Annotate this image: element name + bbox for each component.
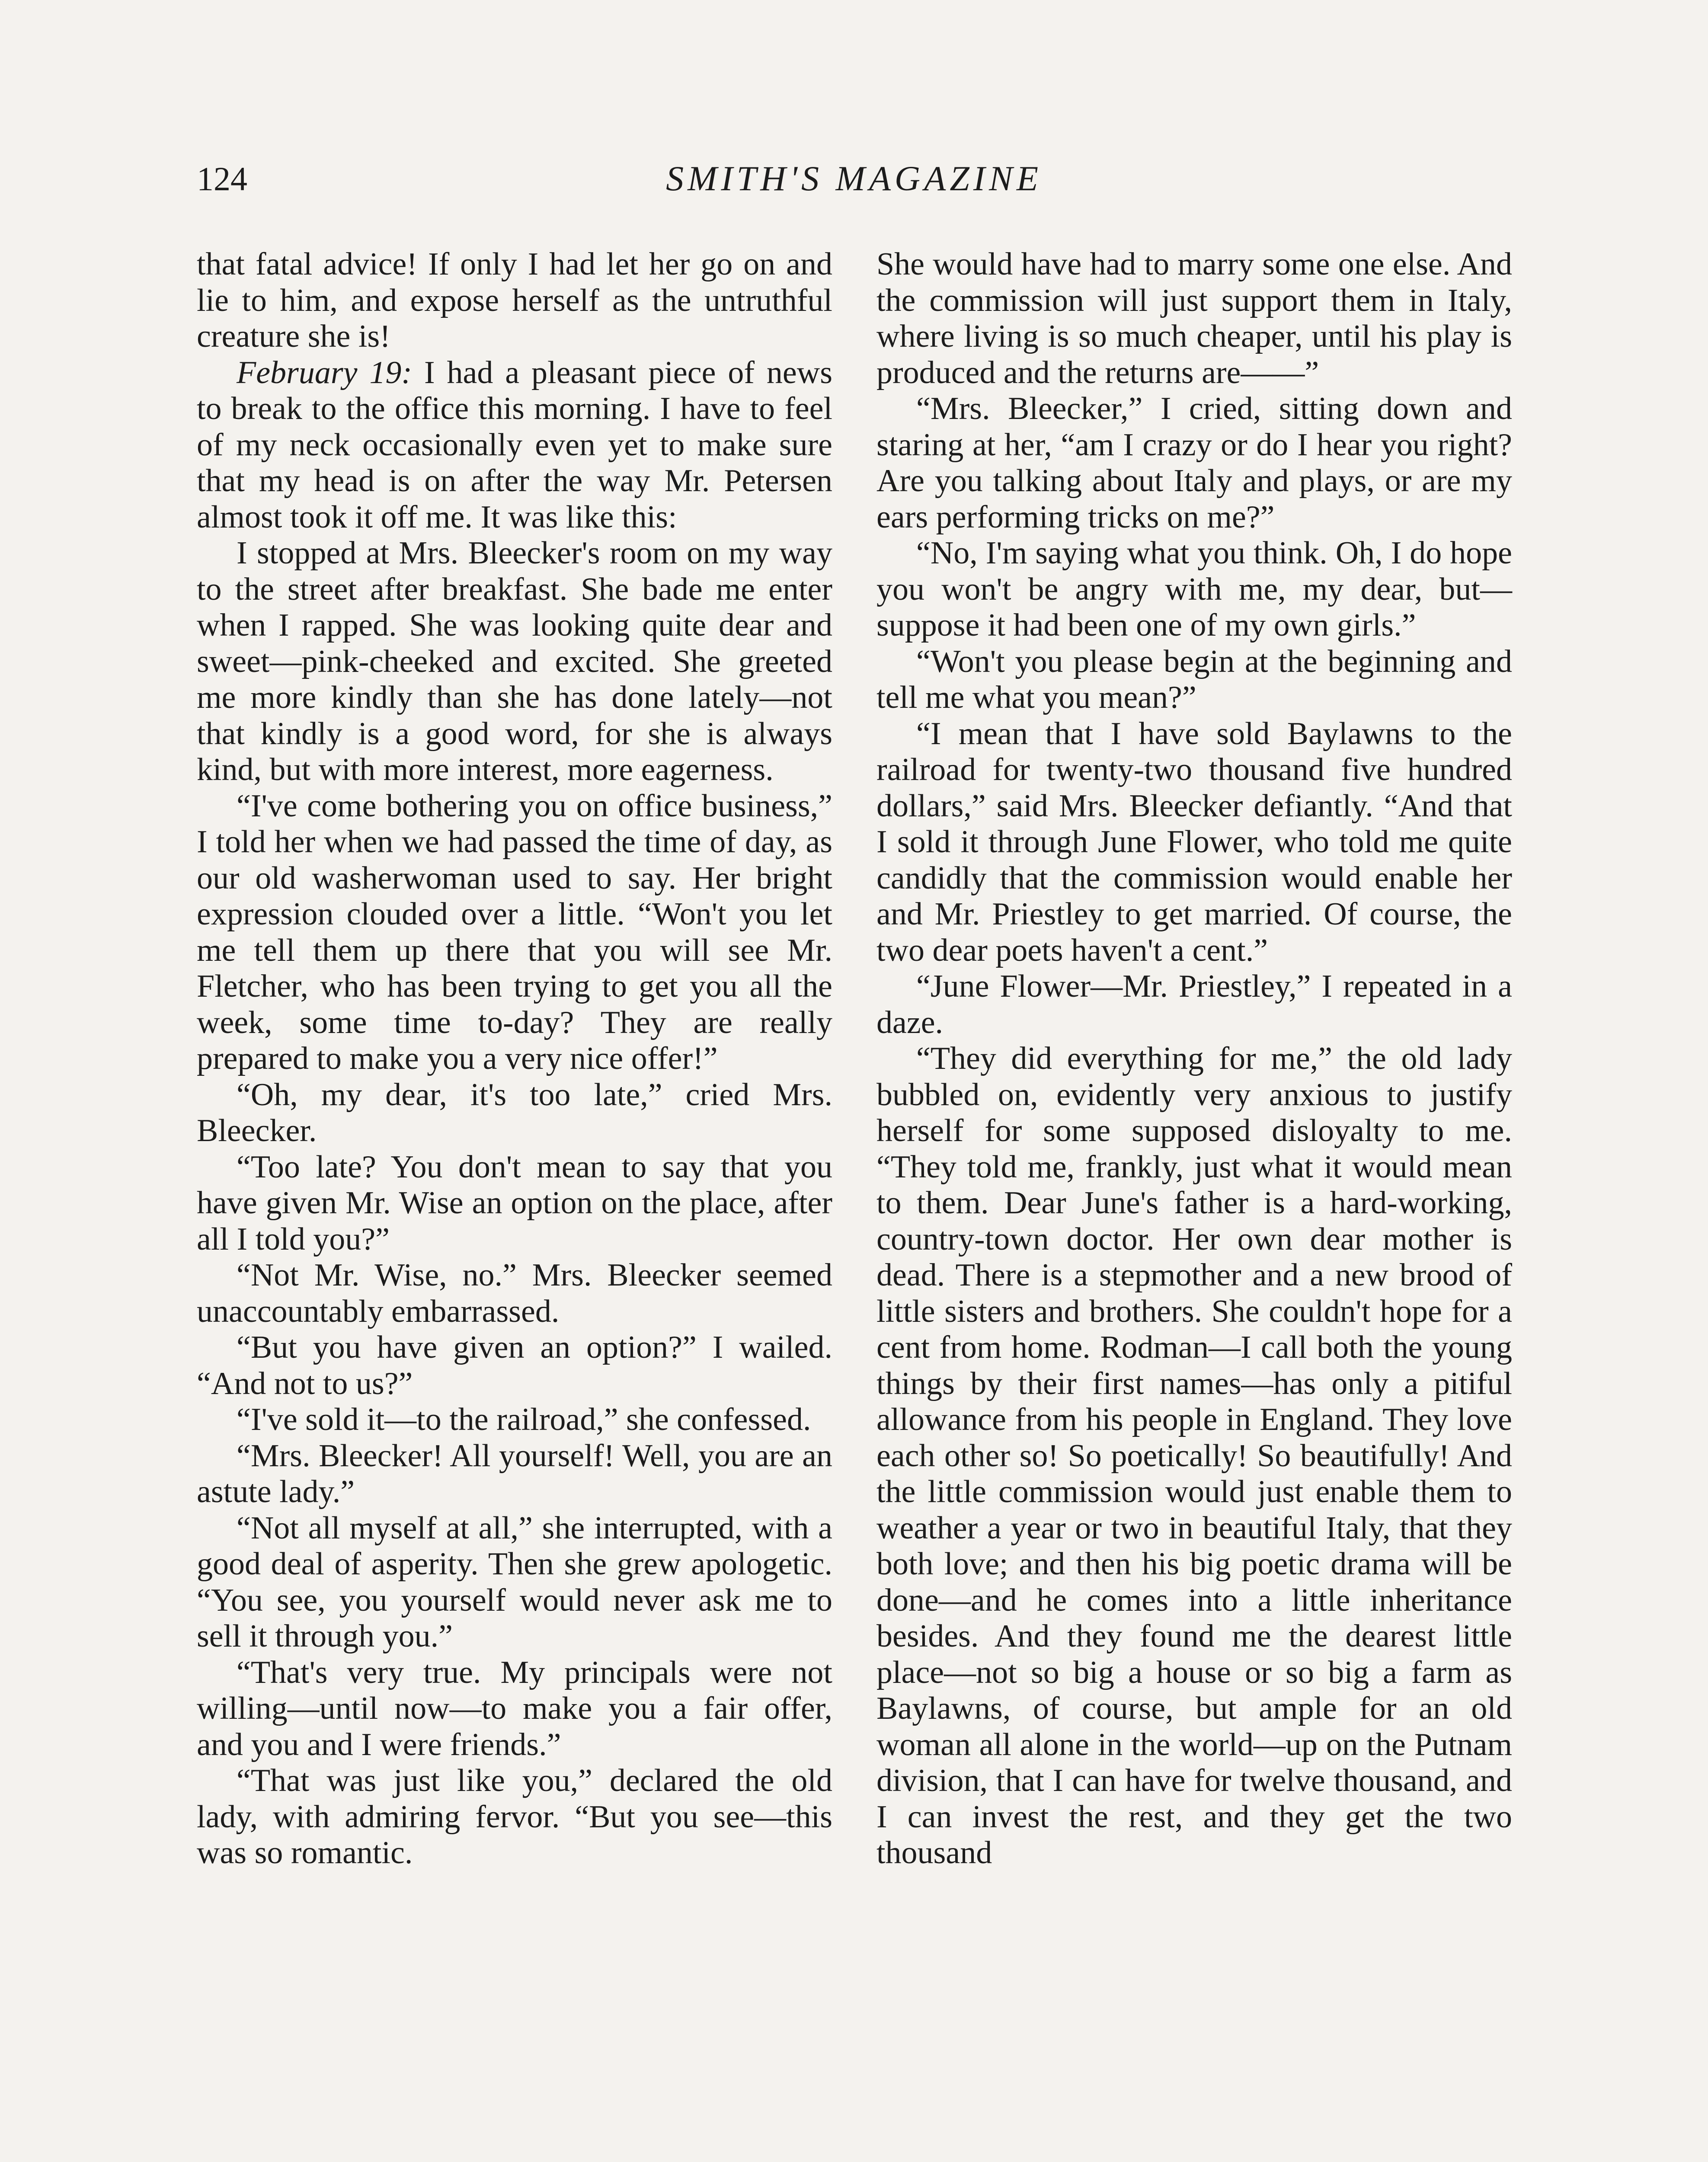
paragraph: “Not all myself at all,” she interrupted, with a good deal of asperity. Then she grew apologetic. “You see, you yourself would never ask me to sell it through you.” — [197, 1510, 832, 1654]
paragraph: “Won't you please begin at the beginning and tell me what you mean?” — [876, 643, 1512, 715]
paragraph: “Oh, my dear, it's too late,” cried Mrs. Bleecker. — [197, 1077, 832, 1148]
page-number: 124 — [197, 160, 247, 198]
paragraph: “That's very true. My principals were not willing—until now—to make you a fair offer, and you and I were friends.” — [197, 1654, 832, 1762]
paragraph: “I've sold it—to the railroad,” she confessed. — [237, 1402, 811, 1437]
paragraph — [197, 355, 832, 536]
paragraph: “Too late? You don't mean to say that you have given Mr. Wise an option on the place, after all I told you?” — [197, 1149, 832, 1257]
paragraph: She would have had to marry some one else. And the commission will just support them in Italy, where living is so much cheaper, until his play is produced and the returns are——” — [876, 246, 1512, 390]
paragraph: “Not Mr. Wise, no.” Mrs. Bleecker seemed unaccountably embarrassed. — [197, 1257, 832, 1329]
right-column — [876, 246, 1512, 1871]
paragraph: “Mrs. Bleecker,” I cried, sitting down and staring at her, “am I crazy or do I hear you right? Are you talking about Italy and plays, or are my ears performing tricks on me?” — [876, 391, 1512, 535]
paragraph: that fatal advice! If only I had let her go on and lie to him, and expose herself as the untruthful creature she is! — [197, 246, 832, 354]
paragraph: “I've come bothering you on office business,” I told her when we had passed the time of day, as our old washerwoman used to say. Her bright expression clouded over a little. “Won't you let me tell them up there that you will see Mr. Fletcher, who has been trying to get you all the week, some time to-day? They are really prepared to make you a very nice offer!” — [197, 788, 832, 1076]
paragraph-text: I had a pleasant piece of news to break to the office this morning. I have to feel of my neck occasionally even yet to make sure that my head is on after the way Mr. Petersen almost took it off me. It was like this: — [197, 355, 832, 535]
paragraph: “Mrs. Bleecker! All yourself! Well, you are an astute lady.” — [197, 1438, 832, 1510]
running-head: SMITH'S MAGAZINE — [666, 159, 1042, 198]
paragraph: “I mean that I have sold Baylawns to the railroad for twenty-two thousand five hundred dollars,” said Mrs. Bleecker defiantly. “And that I sold it through June Flower, who told me quite candidly that the commission would enable her and Mr. Priestley to get married. Of course, the two dear poets haven't a cent.” — [876, 716, 1512, 968]
paragraph: “But you have given an option?” I wailed. “And not to us?” — [197, 1330, 832, 1401]
paragraph: “June Flower—Mr. Priestley,” I repeated in a daze. — [876, 969, 1512, 1040]
paragraph: “No, I'm saying what you think. Oh, I do hope you won't be angry with me, my dear, but—suppose it had been one of my own girls.” — [876, 535, 1512, 643]
paragraph: I stopped at Mrs. Bleecker's room on my way to the street after breakfast. She bade me enter when I rapped. She was looking quite dear and sweet—pink-cheeked and excited. She greeted me more kindly than she has done lately—not that kindly is a good word, for she is always kind, but with more interest, more eagerness. — [197, 535, 832, 787]
paragraph: “That was just like you,” declared the old lady, with admiring fervor. “But you see—this was so romantic. — [197, 1763, 832, 1871]
dateline: February 19: — [237, 355, 413, 390]
paragraph: “They did everything for me,” the old lady bubbled on, evidently very anxious to justify herself for some supposed disloyalty to me. “They told me, frankly, just what it would mean to them. Dear June's father is a hard-working, country-town doctor. Her own dear mother is dead. There is a stepmother and a new brood of little sisters and brothers. She couldn't hope for a cent from home. Rodman—I call both the young things by their first names—has only a pitiful allowance from his people in England. They love each other so! So poetically! So beautifully! And the little commission would just enable them to weather a year or two in beautiful Italy, that they both love; and then his big poetic drama will be done—and he comes into a little inheritance besides. And they found me the dearest little place—not so big a house or so big a farm as Baylawns, of course, but ample for an old woman all alone in the world—up on the Putnam division, that I can have for twelve thousand, and I can invest the rest, and they get the two thousand — [876, 1041, 1512, 1871]
left-column — [197, 246, 832, 1871]
